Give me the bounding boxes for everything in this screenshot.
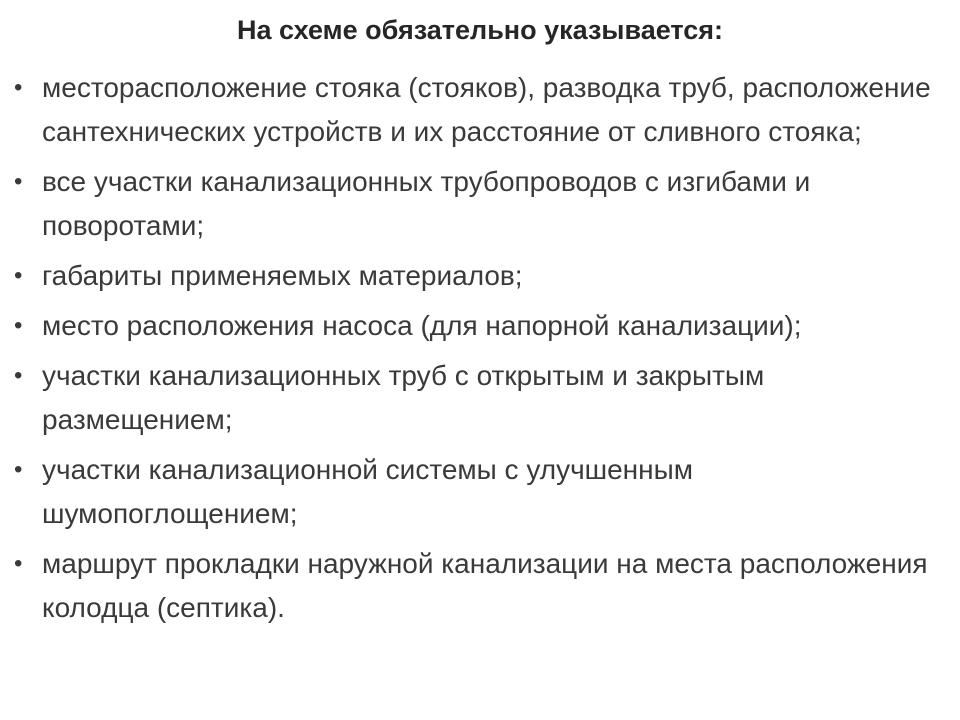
bullet-icon: •	[14, 74, 23, 101]
bullet-icon: •	[14, 550, 23, 577]
list-item-text: габариты применяемых материалов;	[42, 260, 523, 291]
list-item-text: месторасположение стояка (стояков), разводка труб, расположение сантехнических устройств и их расстояние от сливного стояка;	[42, 72, 931, 147]
list-item-text: участки канализационных труб с открытым и закрытым размещением;	[42, 360, 765, 435]
list-item	[10, 542, 945, 630]
list-item	[10, 354, 945, 442]
bullet-icon: •	[14, 362, 23, 389]
list-item-text: маршрут прокладки наружной канализации на места расположения колодца (септика).	[42, 548, 928, 623]
list-item	[10, 304, 945, 348]
bullet-icon: •	[14, 456, 23, 483]
list-item	[10, 448, 945, 536]
list-item-text: участки канализационной системы с улучшенным шумопоглощением;	[42, 454, 693, 529]
bullet-icon: •	[14, 262, 23, 289]
list-item-text: место расположения насоса (для напорной канализации);	[42, 310, 802, 341]
list-item	[10, 254, 945, 298]
list-item	[10, 160, 945, 248]
bullet-icon: •	[14, 168, 23, 195]
list-item-text: все участки канализационных трубопроводов с изгибами и поворотами;	[42, 166, 811, 241]
slide-title: На схеме обязательно указывается:	[236, 15, 723, 45]
list-item	[10, 66, 945, 154]
bullet-icon: •	[14, 312, 23, 339]
bullet-list	[10, 66, 945, 636]
